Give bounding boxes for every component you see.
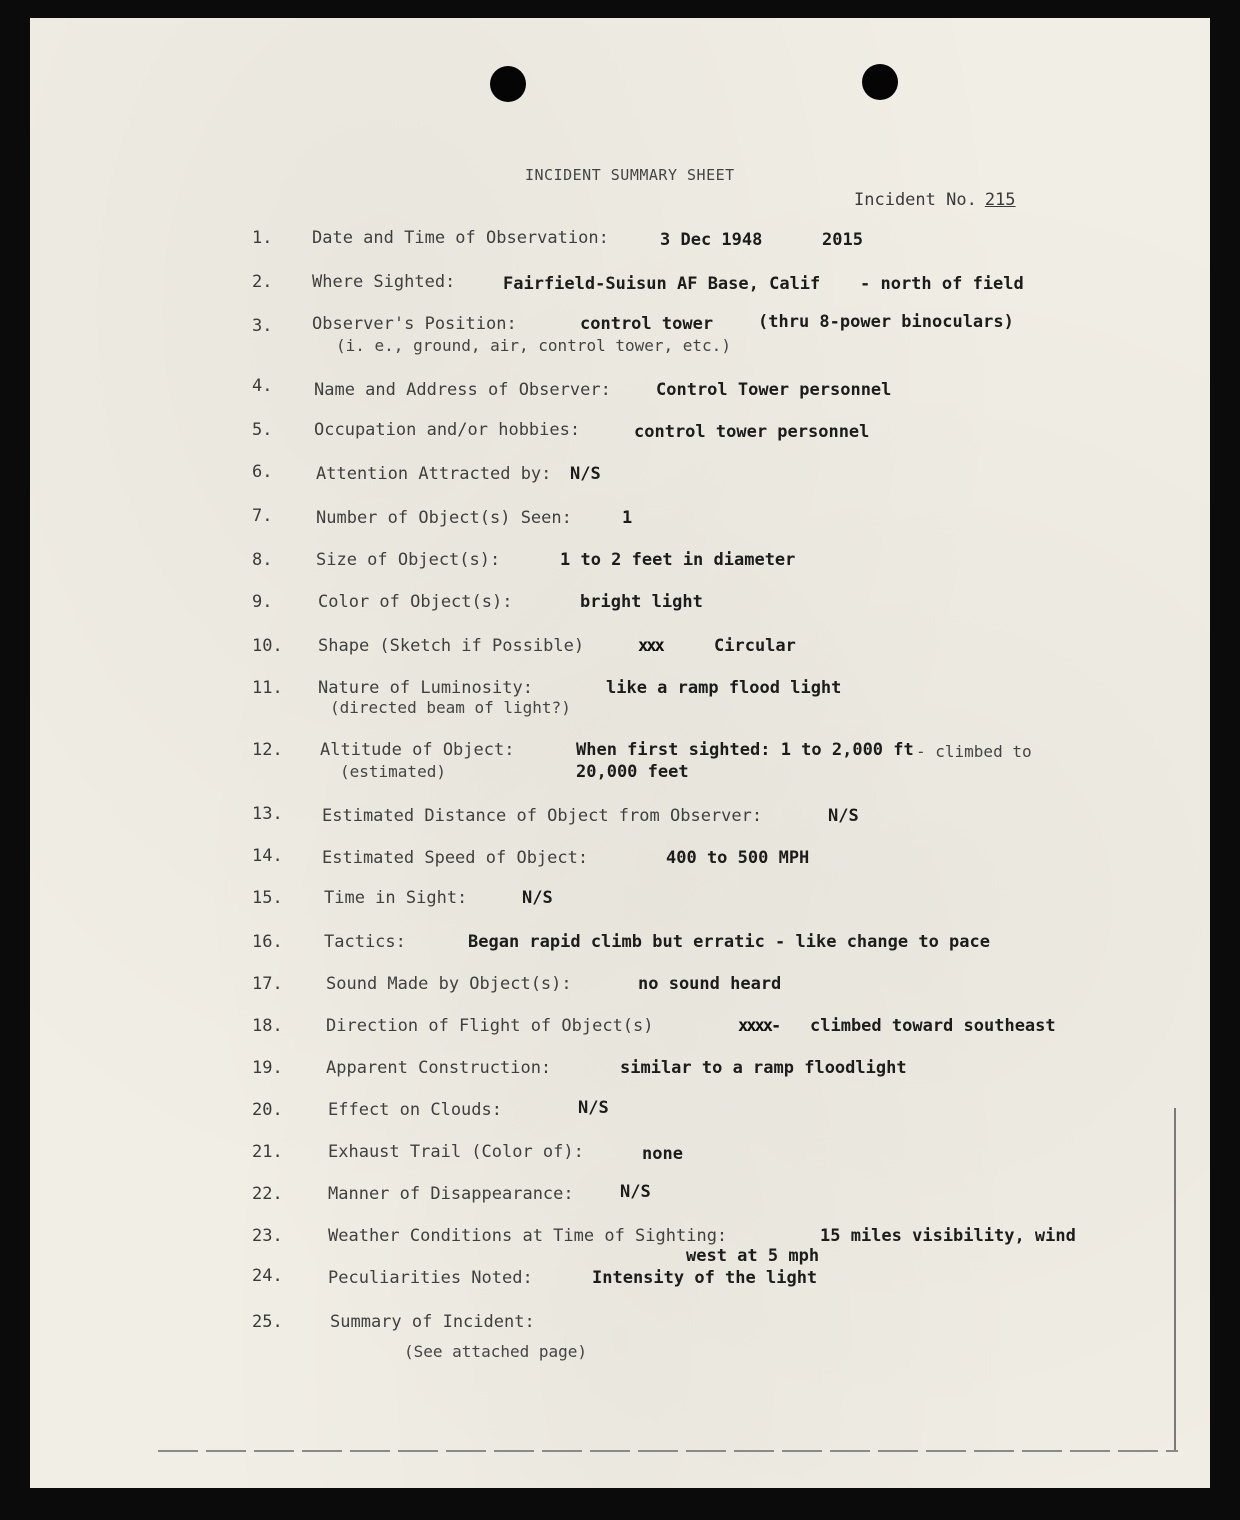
field-value: When first sighted: 1 to 2,000 ft <box>576 740 914 760</box>
field-hint: (See attached page) <box>404 1342 588 1361</box>
field-value: N/S <box>828 806 859 826</box>
field-value: 15 miles visibility, wind <box>820 1226 1076 1246</box>
field-label: Size of Object(s): <box>316 550 501 570</box>
field-hint: (estimated) <box>340 762 446 781</box>
row-number: 21. <box>252 1142 283 1162</box>
field-value: Control Tower personnel <box>656 380 892 400</box>
row-number: 14. <box>252 846 283 866</box>
row-number: 12. <box>252 740 283 760</box>
row-number: 10. <box>252 636 283 656</box>
field-value: no sound heard <box>638 974 782 994</box>
row-number: 19. <box>252 1058 283 1078</box>
field-label: Occupation and/or hobbies: <box>314 420 581 440</box>
row-number: 11. <box>252 678 283 698</box>
row-number: 5. <box>252 420 273 440</box>
field-hint: (i. e., ground, air, control tower, etc.) <box>336 336 731 355</box>
field-label: Effect on Clouds: <box>328 1100 502 1120</box>
field-value: 20,000 feet <box>576 762 689 782</box>
field-value: N/S <box>570 464 601 484</box>
field-value: bright light <box>580 592 703 612</box>
field-label: Apparent Construction: <box>326 1058 552 1078</box>
field-label: Observer's Position: <box>312 314 517 334</box>
field-label: Date and Time of Observation: <box>312 228 609 248</box>
field-value: control tower personnel <box>634 422 870 442</box>
field-value: 1 <box>622 508 633 528</box>
row-number: 16. <box>252 932 283 952</box>
field-label: Name and Address of Observer: <box>314 380 611 400</box>
row-number: 18. <box>252 1016 283 1036</box>
field-value: Intensity of the light <box>592 1268 818 1288</box>
field-value: 1 to 2 feet in diameter <box>560 550 796 570</box>
row-number: 23. <box>252 1226 283 1246</box>
field-label: Altitude of Object: <box>320 740 515 760</box>
field-value: like a ramp flood light <box>606 678 842 698</box>
field-value: control tower <box>580 314 714 334</box>
field-value: N/S <box>578 1098 609 1118</box>
field-value: Began rapid climb but erratic - like change to pace <box>468 932 990 952</box>
punch-hole <box>862 64 898 100</box>
incident-label: Incident No. <box>854 190 977 210</box>
field-label: Color of Object(s): <box>318 592 513 612</box>
field-value: none <box>642 1144 683 1164</box>
row-number: 1. <box>252 228 273 248</box>
document-page <box>30 18 1210 1488</box>
field-label: Direction of Flight of Object(s) <box>326 1016 654 1036</box>
row-number: 6. <box>252 462 273 482</box>
field-value: 3 Dec 1948 <box>660 230 763 250</box>
field-label: Estimated Distance of Object from Observer: <box>322 806 763 826</box>
field-label: Exhaust Trail (Color of): <box>328 1142 584 1162</box>
field-value: climbed toward southeast <box>810 1016 1056 1036</box>
field-value: Circular <box>714 636 796 656</box>
field-value: - north of field <box>860 274 1024 294</box>
row-number: 24. <box>252 1266 283 1286</box>
struck-out-text: xxxx- <box>738 1016 780 1036</box>
punch-hole <box>490 66 526 102</box>
field-label: Shape (Sketch if Possible) <box>318 636 585 656</box>
field-value-note: - climbed to <box>916 742 1032 761</box>
row-number: 22. <box>252 1184 283 1204</box>
field-label: Where Sighted: <box>312 272 456 292</box>
row-number: 2. <box>252 272 273 292</box>
row-number: 3. <box>252 316 273 336</box>
row-number: 7. <box>252 506 273 526</box>
row-number: 13. <box>252 804 283 824</box>
field-label: Nature of Luminosity: <box>318 678 533 698</box>
row-number: 25. <box>252 1312 283 1332</box>
field-label: Weather Conditions at Time of Sighting: <box>328 1226 728 1246</box>
field-label: Sound Made by Object(s): <box>326 974 572 994</box>
field-label: Estimated Speed of Object: <box>322 848 589 868</box>
incident-number-value: 215 <box>984 190 1016 210</box>
bottom-rule <box>158 1450 1178 1452</box>
field-label: Number of Object(s) Seen: <box>316 508 572 528</box>
field-label: Peculiarities Noted: <box>328 1268 533 1288</box>
field-label: Time in Sight: <box>324 888 468 908</box>
field-label: Tactics: <box>324 932 406 952</box>
field-value: 2015 <box>822 230 863 250</box>
row-number: 20. <box>252 1100 283 1120</box>
field-label: Summary of Incident: <box>330 1312 535 1332</box>
field-value: N/S <box>522 888 553 908</box>
row-number: 9. <box>252 592 273 612</box>
row-number: 8. <box>252 550 273 570</box>
field-value: 400 to 500 MPH <box>666 848 810 868</box>
row-number: 17. <box>252 974 283 994</box>
field-value: west at 5 mph <box>686 1246 820 1266</box>
field-label: Manner of Disappearance: <box>328 1184 574 1204</box>
row-number: 4. <box>252 376 273 396</box>
field-value: (thru 8-power binoculars) <box>758 312 1014 332</box>
field-value: N/S <box>620 1182 651 1202</box>
field-value: Fairfield-Suisun AF Base, Calif <box>503 274 821 294</box>
struck-out-text: xxx <box>638 636 663 656</box>
row-number: 15. <box>252 888 283 908</box>
document-title: INCIDENT SUMMARY SHEET <box>525 166 735 184</box>
right-margin-rule <box>1174 1108 1176 1450</box>
incident-number <box>854 190 1016 210</box>
field-hint: (directed beam of light?) <box>330 698 571 717</box>
field-value: similar to a ramp floodlight <box>620 1058 907 1078</box>
field-label: Attention Attracted by: <box>316 464 552 484</box>
